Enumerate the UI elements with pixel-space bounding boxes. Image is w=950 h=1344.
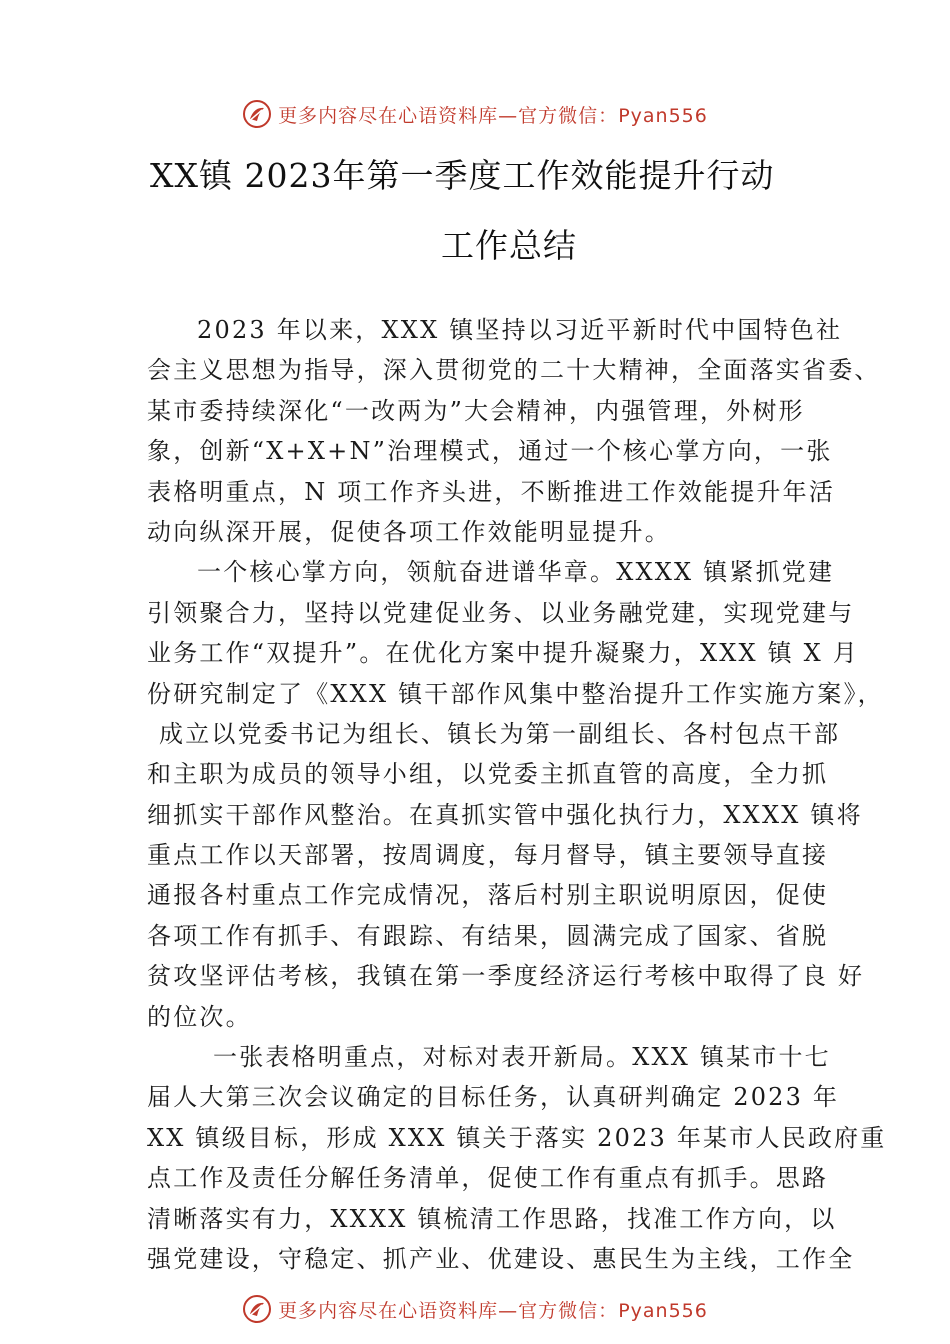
body-line: 2023 年以来，XXX 镇坚持以习近平新时代中国特色社 xyxy=(197,316,843,344)
brand-logo-icon xyxy=(242,1294,272,1324)
body-line: 一个核心掌方向，领航奋进谱华章。XXXX 镇紧抓党建 xyxy=(197,558,835,587)
watermark-text: 更多内容尽在心语资料库—官方微信：Pyan556 xyxy=(278,104,708,127)
body-line: XX 镇级目标，形成 XXX 镇关于落实 2023 年某市人民政府重 xyxy=(147,1123,887,1152)
body-line: 业务工作“双提升”。在优化方案中提升凝聚力，XXX 镇 X 月 xyxy=(147,639,859,668)
title-line-2: 工作总结 xyxy=(441,226,577,265)
body-line: 点工作及责任分解任务清单，促使工作有重点有抓手。思路 xyxy=(147,1164,829,1193)
body-line: 某市委持续深化“一改两为”大会精神，内强管理，外树形 xyxy=(147,396,805,425)
body-line: 贫攻坚评估考核，我镇在第一季度经济运行考核中取得了良 好 xyxy=(147,962,865,991)
body-line: 细抓实干部作风整治。在真抓实管中强化执行力，XXXX 镇将 xyxy=(147,800,863,829)
body-line: 象，创新“X+X+N”治理模式，通过一个核心掌方向，一张 xyxy=(147,437,833,466)
body-line: 成立以党委书记为组长、镇长为第一副组长、各村包点干部 xyxy=(159,719,841,748)
watermark-banner-bottom xyxy=(0,1291,950,1327)
title-line-1: XX镇 2023年第一季度工作效能提升行动 xyxy=(150,156,775,195)
body-line: 引领聚合力，坚持以党建促业务、以业务融党建，实现党建与 xyxy=(147,598,855,627)
body-line: 重点工作以天部署，按周调度，每月督导，镇主要领导直接 xyxy=(147,841,829,870)
body-line: 清晰落实有力，XXXX 镇梳清工作思路，找准工作方向，以 xyxy=(147,1204,837,1233)
body-line: 通报各村重点工作完成情况，落后村别主职说明原因，促使 xyxy=(147,881,829,910)
watermark-text: 更多内容尽在心语资料库—官方微信：Pyan556 xyxy=(278,1299,708,1322)
body-line: 会主义思想为指导，深入贯彻党的二十大精神，全面落实省委、 xyxy=(147,356,881,385)
body-line: 强党建设，守稳定、抓产业、优建设、惠民生为主线，工作全 xyxy=(147,1244,855,1273)
body-line: 的位次。 xyxy=(147,1002,252,1031)
document-body xyxy=(147,310,887,1279)
body-line: 动向纵深开展，促使各项工作效能明显提升。 xyxy=(147,517,671,546)
body-line: 届人大第三次会议确定的目标任务，认真研判确定 2023 年 xyxy=(147,1083,840,1112)
body-line: 和主职为成员的领导小组，以党委主抓直管的高度，全力抓 xyxy=(147,760,829,789)
body-line: 一张表格明重点，对标对表开新局。XXX 镇某市十七 xyxy=(213,1043,831,1072)
body-line: 表格明重点，N 项工作齐头进，不断推进工作效能提升年活 xyxy=(147,477,836,506)
body-line: 份研究制定了《XXX 镇干部作风集中整治提升工作实施方案》， xyxy=(147,679,884,708)
watermark-banner-top xyxy=(0,96,950,132)
brand-logo-icon xyxy=(242,99,272,129)
body-line: 各项工作有抓手、有跟踪、有结果，圆满完成了国家、省脱 xyxy=(147,921,829,950)
